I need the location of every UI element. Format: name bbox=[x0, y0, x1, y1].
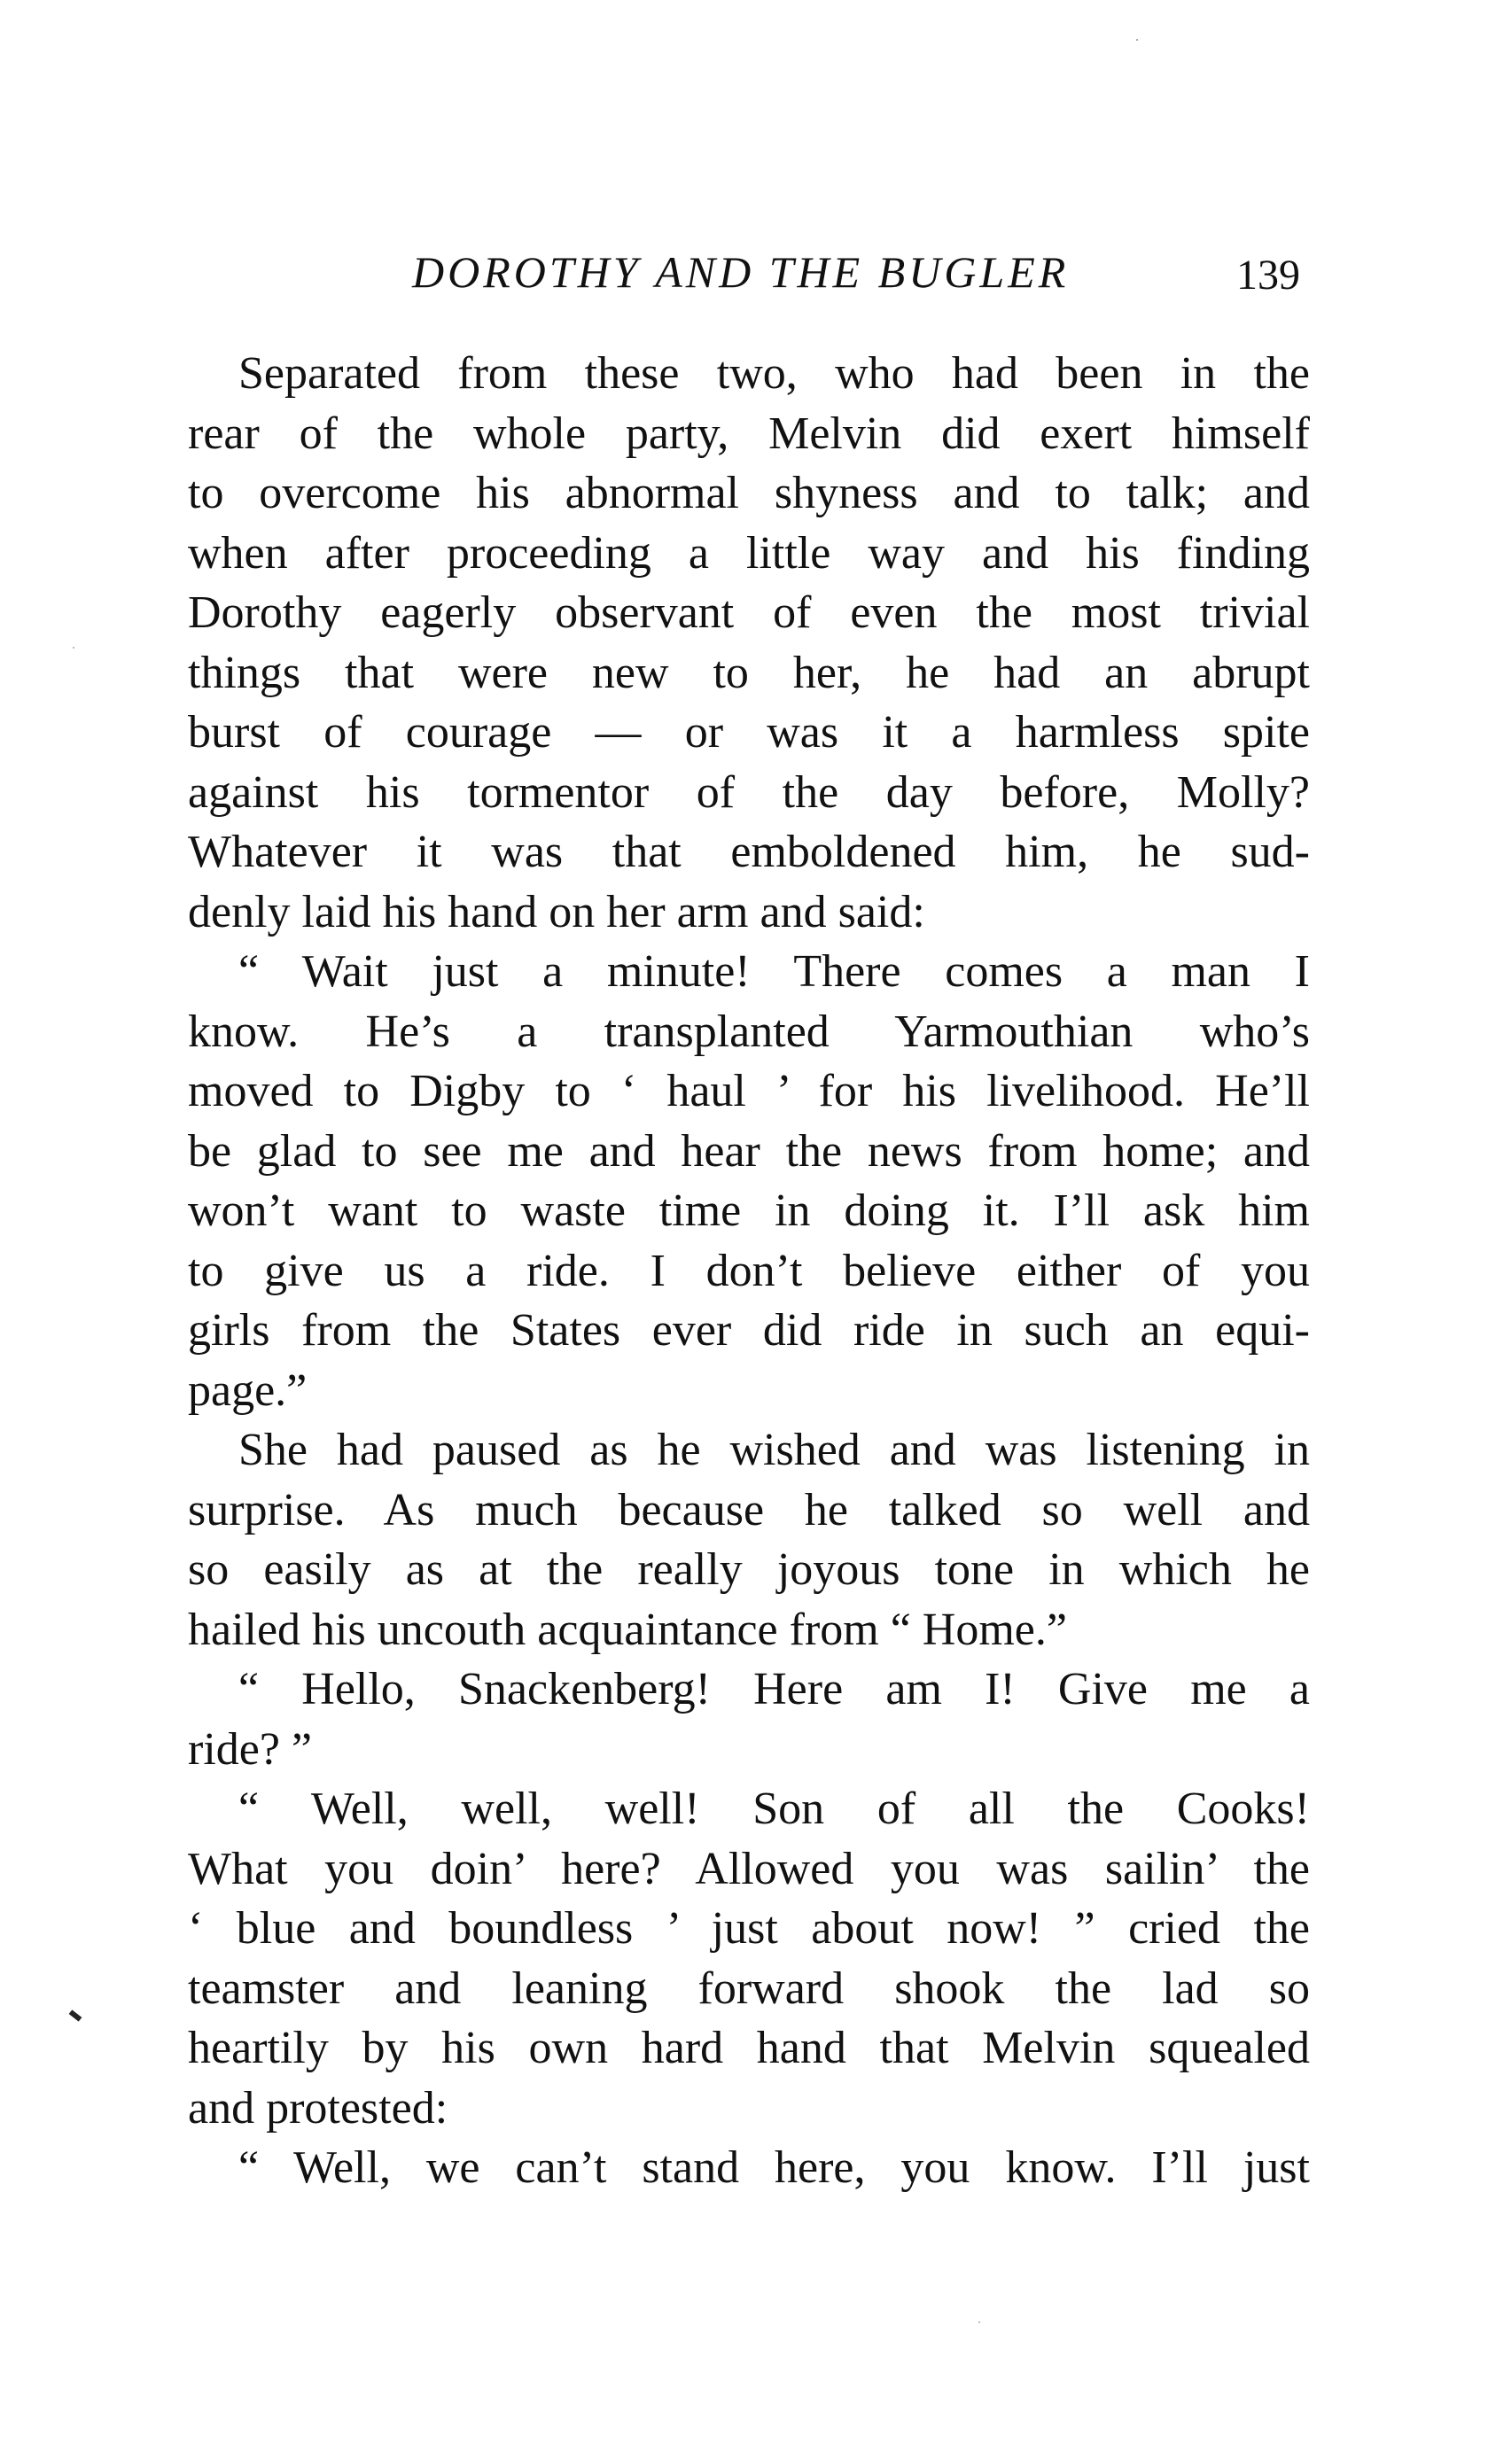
text-line: surprise. As much because he talked so well and bbox=[188, 1484, 1310, 1535]
text-line: “ Well, well, well! Son of all the Cooks! bbox=[238, 1784, 1310, 1834]
text-line: denly laid his hand on her arm and said: bbox=[188, 886, 925, 937]
page-number: 139 bbox=[1236, 252, 1300, 299]
paper-speck bbox=[1136, 39, 1138, 41]
paper-speck bbox=[978, 2321, 980, 2323]
text-line: know. He’s a transplanted Yarmouthian who’s bbox=[188, 1006, 1310, 1057]
body-text bbox=[188, 344, 1310, 2198]
text-line: so easily as at the really joyous tone in which he bbox=[188, 1544, 1310, 1595]
margin-mark bbox=[69, 2009, 82, 2021]
text-line: girls from the States ever did ride in such an equi- bbox=[188, 1305, 1310, 1356]
text-line: ‘ blue and boundless ’ just about now! ” cried the bbox=[188, 1903, 1310, 1954]
text-line: against his tormentor of the day before, Molly? bbox=[188, 766, 1310, 818]
text-line: Whatever it was that emboldened him, he sud- bbox=[188, 827, 1310, 877]
text-line: heartily by his own hard hand that Melvin squealed bbox=[188, 2023, 1310, 2073]
running-title: DOROTHY AND THE BUGLER bbox=[412, 247, 1070, 297]
text-line: and protested: bbox=[188, 2082, 448, 2134]
text-line: things that were new to her, he had an abrupt bbox=[188, 647, 1310, 698]
text-line: moved to Digby to ‘ haul ’ for his livelihood. He’ll bbox=[188, 1066, 1310, 1116]
text-line: “ Hello, Snackenberg! Here am I! Give me a bbox=[238, 1664, 1310, 1714]
text-line: “ Well, we can’t stand here, you know. I’ll just bbox=[238, 2142, 1310, 2193]
text-line: Separated from these two, who had been in the bbox=[238, 348, 1310, 399]
text-line: rear of the whole party, Melvin did exert himself bbox=[188, 408, 1310, 459]
text-line: What you doin’ here? Allowed you was sailin’ the bbox=[188, 1843, 1310, 1894]
text-line: hailed his uncouth acquaintance from “ Home.” bbox=[188, 1604, 1067, 1655]
text-line: won’t want to waste time in doing it. I’ll ask him bbox=[188, 1185, 1310, 1236]
text-line: page.” bbox=[188, 1364, 308, 1416]
running-head bbox=[0, 241, 1488, 303]
text-line: to give us a ride. I don’t believe either of you bbox=[188, 1245, 1310, 1296]
text-line: ride? ” bbox=[188, 1723, 313, 1775]
paper-speck bbox=[73, 647, 74, 649]
text-line: to overcome his abnormal shyness and to talk; and bbox=[188, 468, 1310, 518]
text-line: teamster and leaning forward shook the lad so bbox=[188, 1963, 1310, 2014]
text-line: when after proceeding a little way and his finding bbox=[188, 527, 1310, 579]
text-line: Dorothy eagerly observant of even the most trivial bbox=[188, 587, 1310, 638]
text-line: She had paused as he wished and was listening in bbox=[238, 1425, 1310, 1475]
text-line: burst of courage — or was it a harmless spite bbox=[188, 707, 1310, 758]
text-line: “ Wait just a minute! There comes a man I bbox=[238, 946, 1310, 997]
text-line: be glad to see me and hear the news from home; and bbox=[188, 1125, 1310, 1177]
